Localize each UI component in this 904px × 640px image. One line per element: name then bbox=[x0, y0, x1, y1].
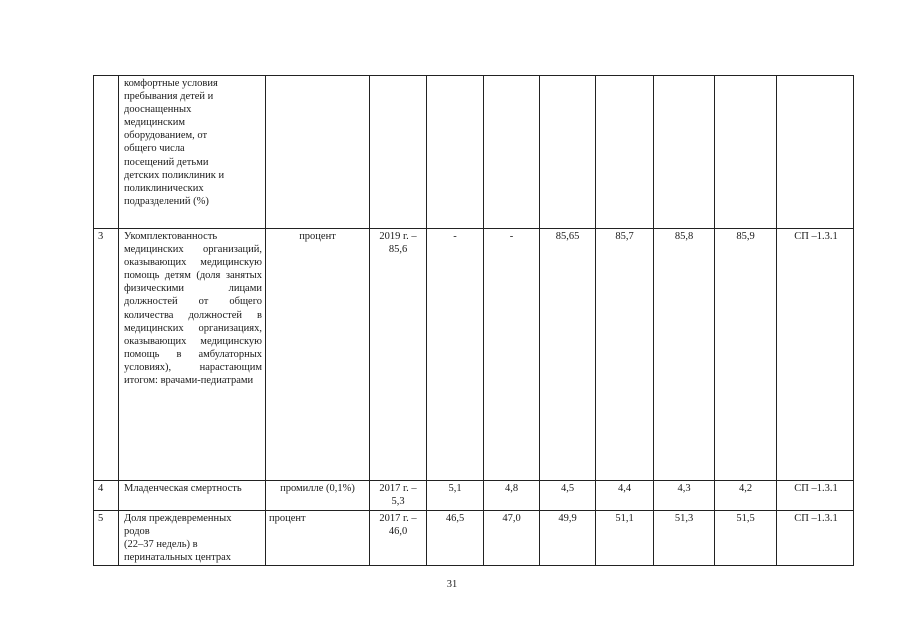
unit-cell: процент bbox=[266, 229, 370, 481]
unit-cell: промилле (0,1%) bbox=[266, 481, 370, 511]
document-code: СП –1.3.1 bbox=[777, 229, 854, 481]
base-number: 5,3 bbox=[391, 496, 405, 508]
value-2021 bbox=[540, 76, 596, 229]
value-2022: 4,4 bbox=[596, 481, 654, 511]
table-row bbox=[94, 76, 854, 229]
value-2023 bbox=[654, 76, 715, 229]
base-value-cell bbox=[370, 76, 427, 229]
base-year: 2017 г. – bbox=[379, 483, 417, 494]
indicator-name: Укомплектованность медицинских организаций, оказывающих медицинскую помощь детям (доля занятых физическими лицами должностей от общего количества должностей в медицинских организациях, оказывающих медицинскую помощь в амбулаторных условиях), нарастающим итогом: врачами-педиатрами bbox=[119, 229, 266, 481]
unit-cell: процент bbox=[266, 511, 370, 566]
value-2023: 51,3 bbox=[654, 511, 715, 566]
value-2019 bbox=[427, 76, 484, 229]
base-value-cell bbox=[370, 229, 427, 481]
table-row bbox=[94, 481, 854, 511]
value-2020 bbox=[484, 76, 540, 229]
document-code: СП –1.3.1 bbox=[777, 511, 854, 566]
value-2022: 51,1 bbox=[596, 511, 654, 566]
indicators-table bbox=[93, 75, 854, 566]
unit-cell bbox=[266, 76, 370, 229]
base-year: 2017 г. – bbox=[379, 513, 417, 524]
value-2019: 5,1 bbox=[427, 481, 484, 511]
document-code: СП –1.3.1 bbox=[777, 481, 854, 511]
value-2024 bbox=[715, 76, 777, 229]
row-number: 4 bbox=[94, 481, 119, 511]
table-row bbox=[94, 229, 854, 481]
base-number: 85,6 bbox=[388, 244, 408, 256]
indicator-name: Младенческая смертность bbox=[119, 481, 266, 511]
value-2021: 4,5 bbox=[540, 481, 596, 511]
value-2019: - bbox=[427, 229, 484, 481]
value-2021: 85,65 bbox=[540, 229, 596, 481]
row-number: 5 bbox=[94, 511, 119, 566]
value-2019: 46,5 bbox=[427, 511, 484, 566]
value-2021: 49,9 bbox=[540, 511, 596, 566]
base-value-cell bbox=[370, 481, 427, 511]
table-row bbox=[94, 511, 854, 566]
value-2020: - bbox=[484, 229, 540, 481]
value-2020: 4,8 bbox=[484, 481, 540, 511]
indicator-name: Доля преждевременных родов (22–37 недель) в перинатальных центрах bbox=[119, 511, 266, 566]
row-number: 3 bbox=[94, 229, 119, 481]
value-2024: 85,9 bbox=[715, 229, 777, 481]
value-2024: 51,5 bbox=[715, 511, 777, 566]
document-code bbox=[777, 76, 854, 229]
value-2024: 4,2 bbox=[715, 481, 777, 511]
base-number: 46,0 bbox=[388, 526, 408, 538]
base-value-cell bbox=[370, 511, 427, 566]
value-2022: 85,7 bbox=[596, 229, 654, 481]
value-2022 bbox=[596, 76, 654, 229]
indicator-name: комфортные условия пребывания детей и дооснащенных медицинским оборудованием, от общего числа посещений детьми детских поликлиник и поликлинических подразделений (%) bbox=[119, 76, 266, 229]
value-2023: 85,8 bbox=[654, 229, 715, 481]
base-year: 2019 г. – bbox=[379, 231, 417, 242]
value-2023: 4,3 bbox=[654, 481, 715, 511]
value-2020: 47,0 bbox=[484, 511, 540, 566]
row-number bbox=[94, 76, 119, 229]
page-number: 31 bbox=[446, 579, 458, 590]
